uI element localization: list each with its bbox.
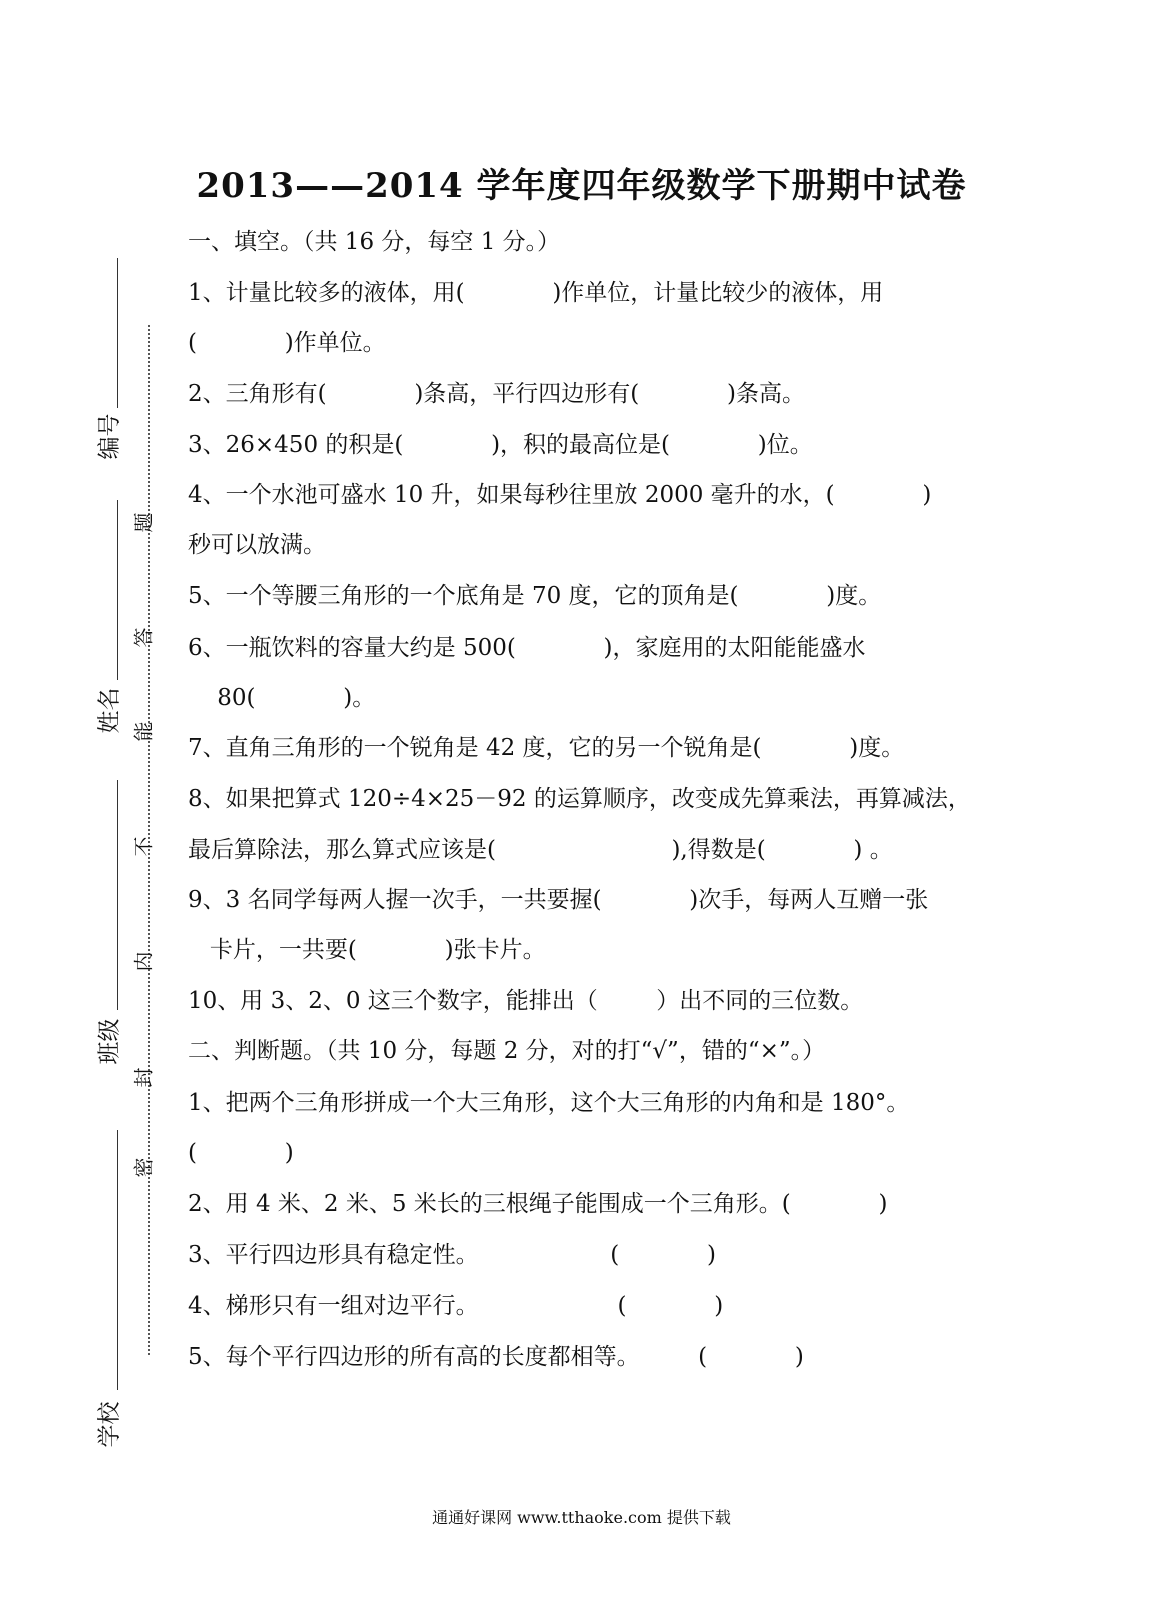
question-line: 4、梯形只有一组对边平行。 ( ) bbox=[188, 1293, 724, 1319]
seal-char: 不 bbox=[131, 836, 156, 857]
question-line: 最后算除法，那么算式应该是( ),得数是( ) 。 bbox=[188, 837, 893, 863]
seal-char: 内 bbox=[131, 951, 156, 972]
question-line: ( )作单位。 bbox=[188, 330, 386, 356]
question-line: 秒可以放满。 bbox=[188, 532, 326, 558]
question-line: 4、一个水池可盛水 10 升，如果每秒往里放 2000 毫升的水，( ) bbox=[188, 482, 932, 508]
field-label-bianhao: 编号 bbox=[96, 413, 123, 460]
question-line: 6、一瓶饮料的容量大约是 500( )，家庭用的太阳能能盛水 bbox=[188, 635, 866, 661]
margin-line-top bbox=[117, 258, 118, 408]
section-heading-fill: 一、填空。（共 16 分，每空 1 分。） bbox=[188, 229, 561, 255]
question-line: 1、计量比较多的液体，用( )作单位，计量比较少的液体，用 bbox=[188, 280, 884, 306]
seal-char: 封 bbox=[131, 1067, 156, 1088]
field-label-banji: 班级 bbox=[96, 1018, 123, 1065]
field-label-xuexiao: 学校 bbox=[96, 1401, 123, 1448]
margin-line-mid bbox=[117, 500, 118, 680]
question-line: 3、平行四边形具有稳定性。 ( ) bbox=[188, 1242, 716, 1268]
question-line: 10、用 3、2、0 这三个数字，能排出（ ）出不同的三位数。 bbox=[188, 988, 864, 1014]
footer-text: 通通好课网 www.tthaoke.com 提供下载 bbox=[432, 1508, 731, 1527]
margin-line-lower bbox=[117, 780, 118, 1010]
question-line: 8、如果把算式 120÷4×25－92 的运算顺序，改变成先算乘法，再算减法， bbox=[188, 786, 971, 812]
question-line: 3、26×450 的积是( )，积的最高位是( )位。 bbox=[188, 432, 813, 458]
section-heading-judge: 二、判断题。（共 10 分，每题 2 分，对的打“√”，错的“×”。） bbox=[188, 1038, 826, 1064]
question-line: 1、把两个三角形拼成一个大三角形，这个大三角形的内角和是 180°。 bbox=[188, 1090, 910, 1116]
margin-line-bottom bbox=[117, 1130, 118, 1390]
question-line: ( ) bbox=[188, 1140, 294, 1166]
question-line: 2、用 4 米、2 米、5 米长的三根绳子能围成一个三角形。( ) bbox=[188, 1191, 888, 1217]
question-line: 80( )。 bbox=[188, 685, 376, 711]
seal-char: 题 bbox=[131, 512, 156, 533]
question-line: 9、3 名同学每两人握一次手，一共要握( )次手，每两人互赠一张 bbox=[188, 887, 929, 913]
seal-char: 密 bbox=[131, 1157, 156, 1178]
question-line: 7、直角三角形的一个锐角是 42 度，它的另一个锐角是( )度。 bbox=[188, 735, 905, 761]
question-line: 卡片，一共要( )张卡片。 bbox=[188, 937, 546, 963]
field-label-xingming: 姓名 bbox=[96, 687, 123, 734]
question-line: 5、每个平行四边形的所有高的长度都相等。 ( ) bbox=[188, 1344, 804, 1370]
page-title: 2013——2014 学年度四年级数学下册期中试卷 bbox=[196, 166, 967, 206]
question-line: 2、三角形有( )条高，平行四边形有( )条高。 bbox=[188, 381, 805, 407]
question-line: 5、一个等腰三角形的一个底角是 70 度，它的顶角是( )度。 bbox=[188, 583, 882, 609]
seal-char: 答 bbox=[131, 627, 156, 648]
seal-char: 能 bbox=[131, 721, 156, 742]
